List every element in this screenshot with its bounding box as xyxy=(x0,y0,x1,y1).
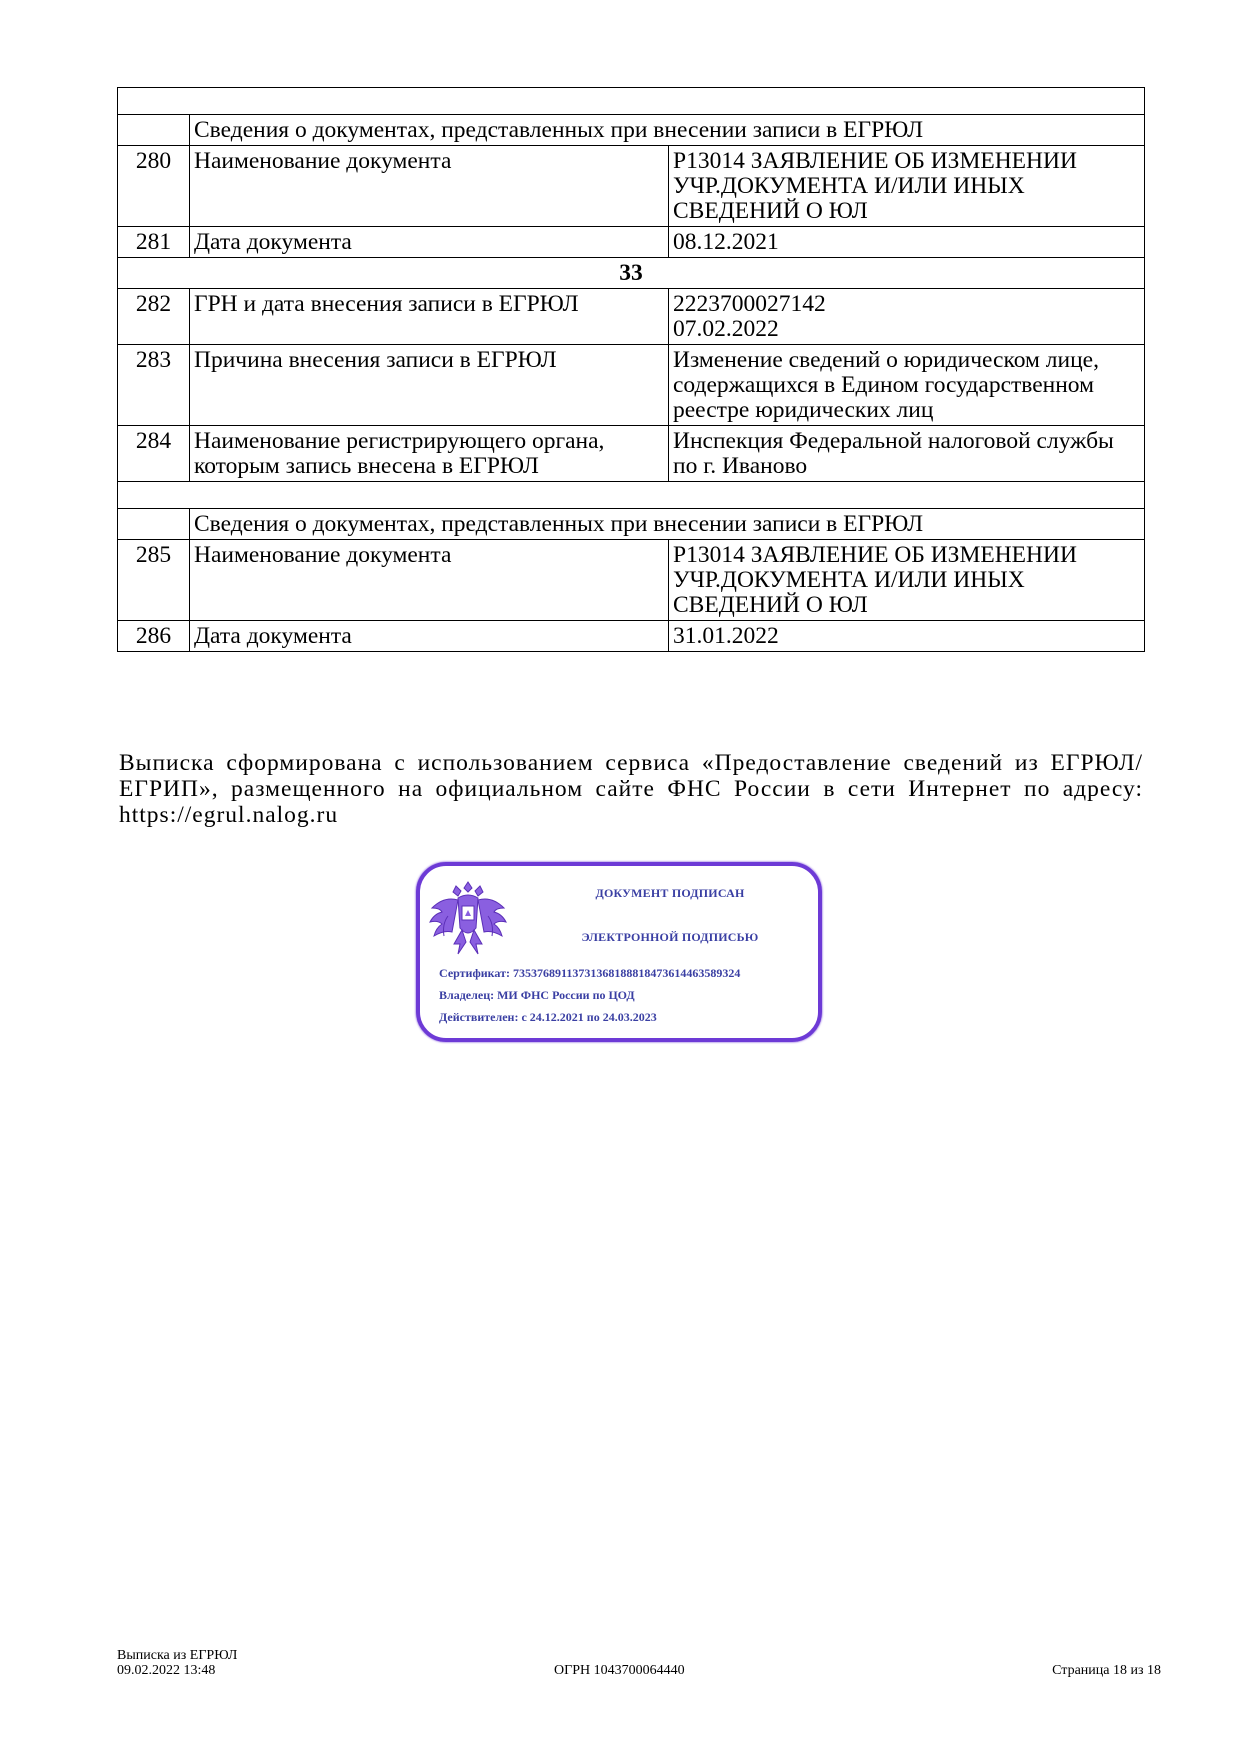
field-name: Дата документа xyxy=(190,621,669,652)
electronic-signature-stamp xyxy=(416,862,822,1042)
egrul-table xyxy=(117,87,1145,652)
row-number: 283 xyxy=(118,345,190,426)
field-value: 31.01.2022 xyxy=(669,621,1145,652)
field-value: 2223700027142 07.02.2022 xyxy=(669,289,1145,345)
stamp-subtitle: ЭЛЕКТРОННОЙ ПОДПИСЬЮ xyxy=(581,930,759,944)
blank-cell xyxy=(118,88,1145,115)
section-num-cell xyxy=(118,509,190,540)
field-name: Наименование регистрирующего органа, которым запись внесена в ЕГРЮЛ xyxy=(190,426,669,482)
section-title: Сведения о документах, представленных при внесении записи в ЕГРЮЛ xyxy=(190,115,1145,146)
field-name: ГРН и дата внесения записи в ЕГРЮЛ xyxy=(190,289,669,345)
field-value: Инспекция Федеральной налоговой службы по г. Иваново xyxy=(669,426,1145,482)
footer-datetime: 09.02.2022 13:48 xyxy=(117,1663,216,1678)
stamp-validity: Действителен: с 24.12.2021 по 24.03.2023 xyxy=(439,1010,657,1024)
field-name: Дата документа xyxy=(190,227,669,258)
table-row xyxy=(118,426,1145,482)
footer-doc-name: Выписка из ЕГРЮЛ xyxy=(117,1648,238,1663)
page-footer-left xyxy=(117,1648,237,1678)
stamp-certificate: Сертификат: 7353768911373136818881847361446358​9324 xyxy=(439,966,741,980)
stamp-title: ДОКУМЕНТ ПОДПИСАН xyxy=(595,886,745,900)
field-value: Р13014 ЗАЯВЛЕНИЕ ОБ ИЗМЕНЕНИИ УЧР.ДОКУМЕНТА И/ИЛИ ИНЫХ СВЕДЕНИЙ О ЮЛ xyxy=(669,540,1145,621)
field-value: 08.12.2021 xyxy=(669,227,1145,258)
table-row xyxy=(118,227,1145,258)
footer-page-number: Страница 18 из 18 xyxy=(1052,1663,1161,1678)
field-value: Р13014 ЗАЯВЛЕНИЕ ОБ ИЗМЕНЕНИИ УЧР.ДОКУМЕНТА И/ИЛИ ИНЫХ СВЕДЕНИЙ О ЮЛ xyxy=(669,146,1145,227)
row-number: 281 xyxy=(118,227,190,258)
row-number: 285 xyxy=(118,540,190,621)
blank-row xyxy=(118,482,1145,509)
blank-cell xyxy=(118,482,1145,509)
stamp-owner: Владелец: МИ ФНС России по ЦОД xyxy=(439,988,635,1002)
section-title: Сведения о документах, представленных при внесении записи в ЕГРЮЛ xyxy=(190,509,1145,540)
row-number: 280 xyxy=(118,146,190,227)
field-name: Наименование документа xyxy=(190,146,669,227)
extract-note: Выписка сформирована с использованием сервиса «Предоставление сведений из ЕГРЮЛ/ЕГРИП», размещенного на официальном сайте ФНС России в сети Интернет по адресу: https://egrul.nalog.ru xyxy=(119,750,1143,828)
section-num-cell xyxy=(118,115,190,146)
section-row xyxy=(118,509,1145,540)
footer-ogrn: ОГРН 1043700064440 xyxy=(554,1663,685,1678)
russian-coat-of-arms-icon xyxy=(428,876,508,966)
table-row xyxy=(118,621,1145,652)
section-row xyxy=(118,115,1145,146)
field-name: Причина внесения записи в ЕГРЮЛ xyxy=(190,345,669,426)
blank-row xyxy=(118,88,1145,115)
row-number: 284 xyxy=(118,426,190,482)
table-row xyxy=(118,146,1145,227)
group-number: 33 xyxy=(118,258,1145,289)
row-number: 282 xyxy=(118,289,190,345)
group-header-row xyxy=(118,258,1145,289)
field-name: Наименование документа xyxy=(190,540,669,621)
table-row xyxy=(118,345,1145,426)
table-row xyxy=(118,540,1145,621)
row-number: 286 xyxy=(118,621,190,652)
table-row xyxy=(118,289,1145,345)
field-value: Изменение сведений о юридическом лице, содержащихся в Едином государственном реестре юридических лиц xyxy=(669,345,1145,426)
